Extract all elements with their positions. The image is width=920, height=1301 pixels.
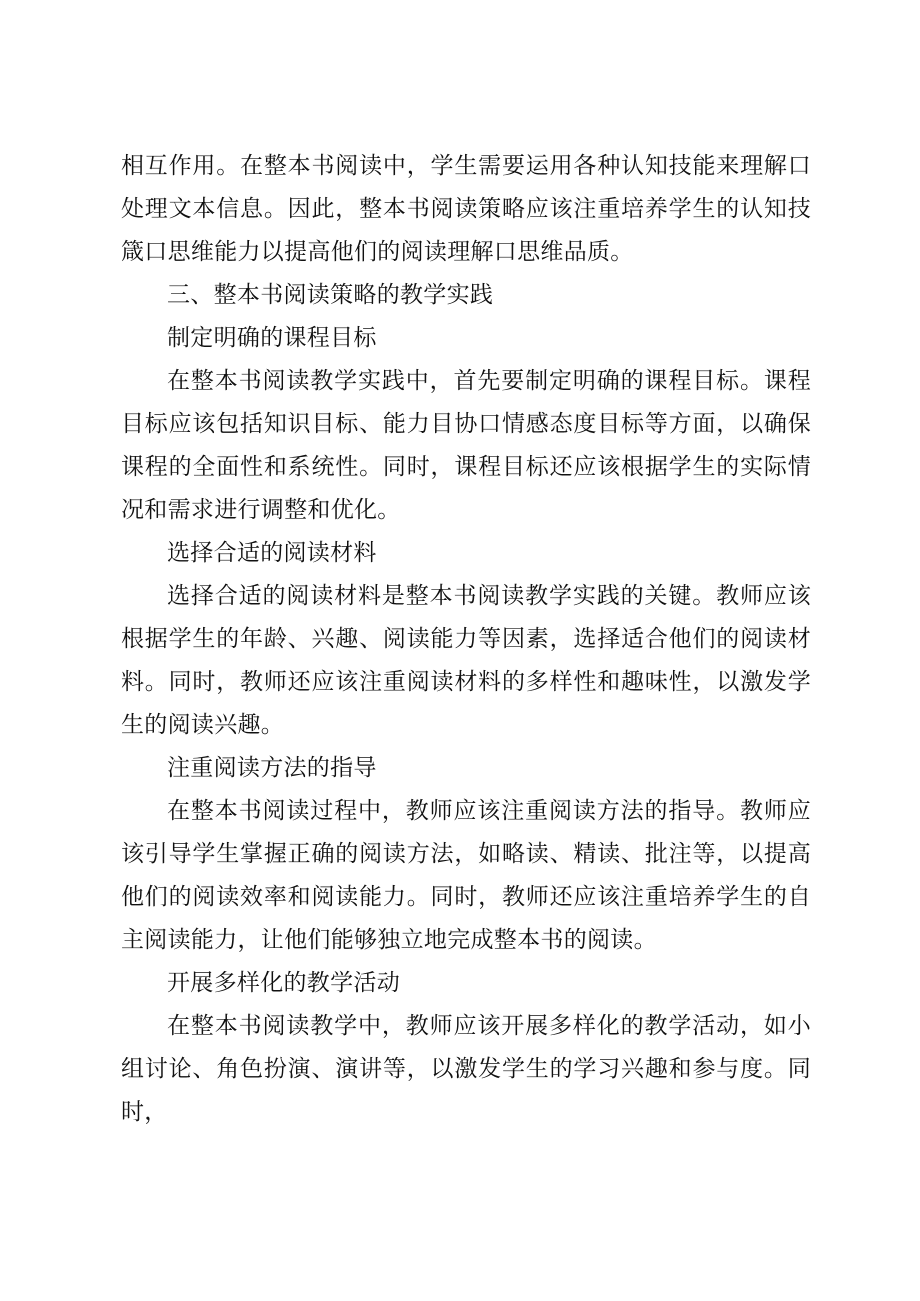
- subsection-paragraph: 在整本书阅读教学中，教师应该开展多样化的教学活动，如小组讨论、角色扮演、演讲等，以激发学生的学习兴趣和参与度。同时，: [121, 1013, 811, 1125]
- document-body: [121, 145, 811, 1134]
- subsection-heading: 制定明确的课程目标: [167, 325, 377, 351]
- subsection-paragraph: 在整本书阅读教学实践中，首先要制定明确的课程目标。课程目标应该包括知识目标、能力目协口情感态度目标等方面，以确保课程的全面性和系统性。同时，课程目标还应该根据学生的实际情况和需求进行调整和优化。: [121, 368, 811, 523]
- section-title: 三、整本书阅读策略的教学实践: [167, 282, 494, 308]
- subsection-heading: 选择合适的阅读材料: [167, 540, 377, 566]
- subsection-heading: 注重阅读方法的指导: [167, 755, 377, 781]
- intro-continuation-paragraph: 相互作用。在整本书阅读中，学生需要运用各种认知技能来理解口处理文本信息。因此，整本书阅读策略应该注重培养学生的认知技箴口思维能力以提高他们的阅读理解口思维品质。: [121, 153, 811, 265]
- subsection-paragraph: 在整本书阅读过程中，教师应该注重阅读方法的指导。教师应该引导学生掌握正确的阅读方法，如略读、精读、批注等，以提高他们的阅读效率和阅读能力。同时，教师还应该注重培养学生的自主阅读能力，让他们能够独立地完成整本书的阅读。: [121, 798, 811, 953]
- subsection-paragraph: 选择合适的阅读材料是整本书阅读教学实践的关键。教师应该根据学生的年龄、兴趣、阅读能力等因素，选择适合他们的阅读材料。同时，教师还应该注重阅读材料的多样性和趣味性，以激发学生的阅读兴趣。: [121, 583, 811, 738]
- subsection-heading: 开展多样化的教学活动: [167, 970, 400, 996]
